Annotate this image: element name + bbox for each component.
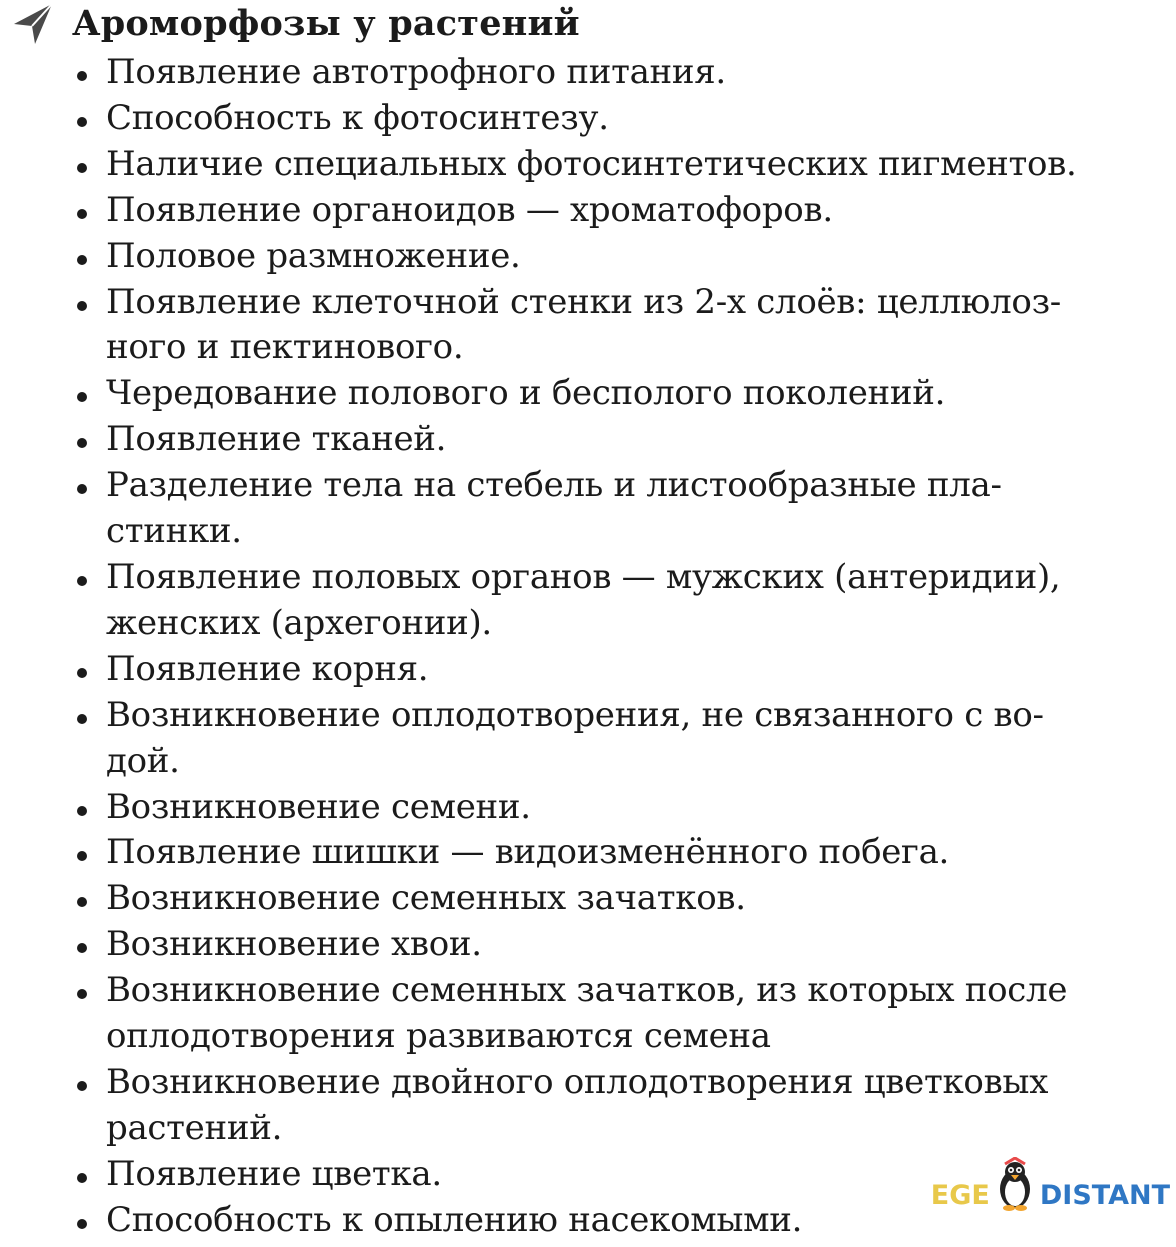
list-item: Возникновение семенных зачатков. [72, 876, 1140, 922]
list-item: Разделение тела на стебель и листообразные пла- стинки. [72, 463, 1140, 555]
bullet [72, 463, 106, 509]
list-item: Появление тканей. [72, 417, 1140, 463]
bullet [72, 830, 106, 876]
list-item: Способность к фотосинтезу. [72, 96, 1140, 142]
watermark-ege: EGE [930, 1180, 990, 1211]
watermark-distant: DISTANT [1039, 1180, 1170, 1211]
bullet [72, 1060, 106, 1106]
penguin-icon [992, 1157, 1038, 1211]
list-item: Появление цветка. [72, 1152, 1140, 1198]
section-title: Ароморфозы у растений [72, 2, 580, 44]
list-item: Возникновение оплодотворения, не связанного с во- дой. [72, 693, 1140, 785]
aromorphoses-list [72, 50, 1140, 1244]
bullet [72, 96, 106, 142]
bullet [72, 142, 106, 188]
list-item: Возникновение семени. [72, 785, 1140, 831]
list-item: Половое размножение. [72, 234, 1140, 280]
section-header [10, 0, 580, 46]
bullet [72, 968, 106, 1014]
bullet [72, 555, 106, 601]
bullet [72, 922, 106, 968]
list-item: Появление шишки — видоизменённого побега. [72, 830, 1140, 876]
bullet [72, 647, 106, 693]
bullet [72, 1152, 106, 1198]
list-item: Появление корня. [72, 647, 1140, 693]
bullet [72, 234, 106, 280]
bullet [72, 188, 106, 234]
bullet [72, 371, 106, 417]
bullet [72, 417, 106, 463]
list-item: Способность к опылению насекомыми. [72, 1198, 1140, 1244]
bullet [72, 785, 106, 831]
bullet [72, 280, 106, 326]
list-item: Появление автотрофного питания. [72, 50, 1140, 96]
list-item: Возникновение хвои. [72, 922, 1140, 968]
navigation-arrow-icon [10, 0, 56, 46]
bullet [72, 50, 106, 96]
list-item: Возникновение двойного оплодотворения цветковых растений. [72, 1060, 1140, 1152]
egedistant-watermark [931, 1157, 1170, 1211]
list-item: Появление половых органов — мужских (антеридии), женских (архегонии). [72, 555, 1140, 647]
bullet [72, 693, 106, 739]
bullet [72, 876, 106, 922]
list-item: Возникновение семенных зачатков, из которых после оплодотворения развиваются семена [72, 968, 1140, 1060]
list-item: Появление органоидов — хроматофоров. [72, 188, 1140, 234]
bullet [72, 1198, 106, 1244]
list-item: Чередование полового и бесполого поколений. [72, 371, 1140, 417]
list-item: Появление клеточной стенки из 2-х слоёв: целлюлоз- ного и пектинового. [72, 280, 1140, 372]
list-item: Наличие специальных фотосинтетических пигментов. [72, 142, 1140, 188]
